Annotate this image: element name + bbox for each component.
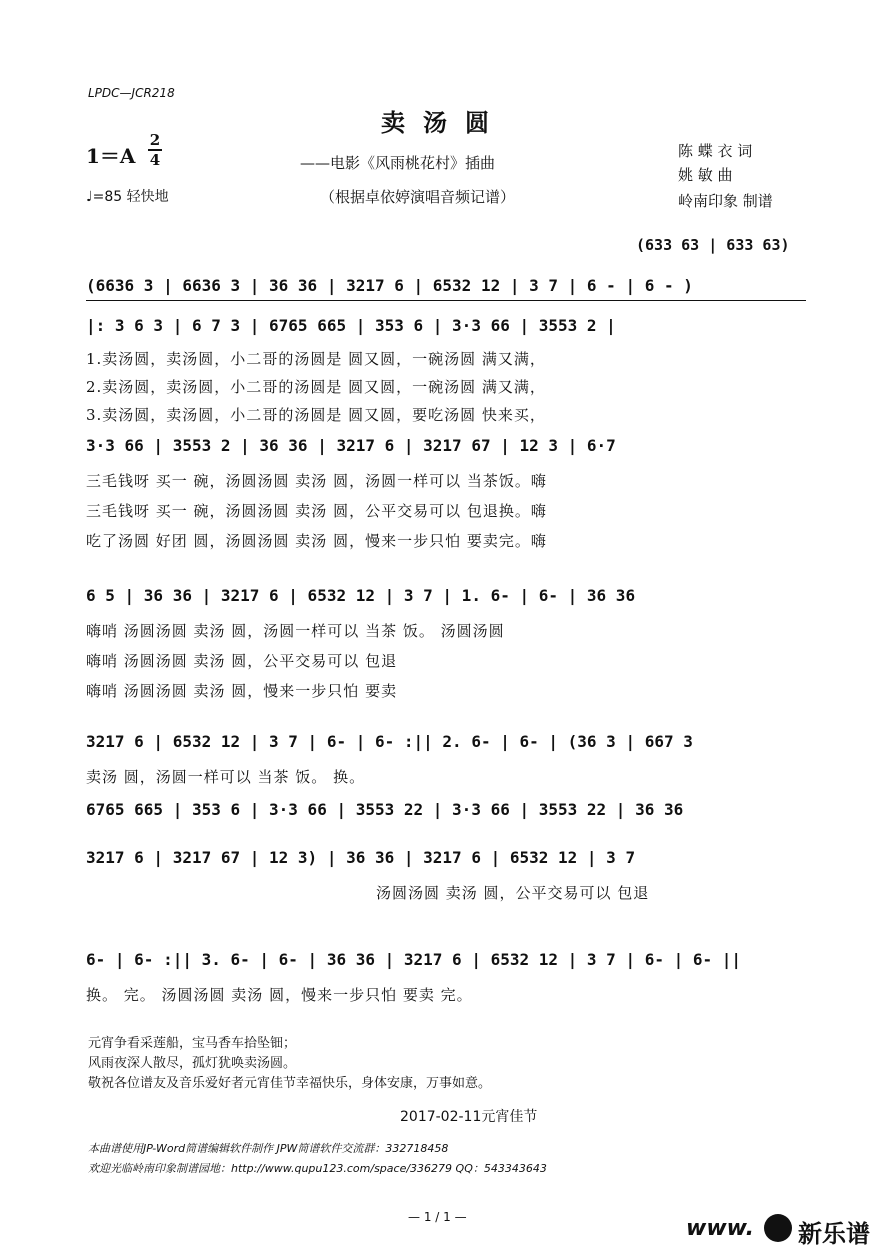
footer-website: 欢迎光临岭南印象制谱园地：http://www.qupu123.com/space/336279 QQ：543343643: [88, 1162, 547, 1175]
lyric-verse-1: 嗨哨 汤圆汤圆 卖汤 圆，汤圆一样可以 当茶 饭。 汤圆汤圆: [86, 622, 505, 640]
lyric-line-8: 换。 完。 汤圆汤圆 卖汤 圆，慢来一步只怕 要卖 完。: [86, 986, 473, 1004]
lyric-line-5: 卖汤 圆，汤圆一样可以 当茶 饭。 换。: [86, 768, 366, 786]
score-line-4: 6 5 | 36 36 | 3217 6 | 6532 12 | 3 7 | 1. 6- | 6- | 36 36: [86, 586, 636, 605]
poem-line-1: 元宵争看采莲船，宝马香车拾坠钿；: [88, 1036, 297, 1051]
staff-divider: [86, 300, 806, 301]
score-line-8: 6- | 6- :|| 3. 6- | 6- | 36 36 | 3217 6 | 6532 12 | 3 7 | 6- | 6- ||: [86, 950, 742, 969]
poem-line-2: 风雨夜深人散尽，孤灯犹唤卖汤圆。: [88, 1056, 297, 1071]
arranger-credit: 岭南印象 制谱: [678, 192, 773, 210]
lyric-verse-2: 2.卖汤圆，卖汤圆，小二哥的汤圆是 圆又圆，一碗汤圆 满又满，: [86, 378, 546, 396]
pickup-measures: (633 63 | 633 63): [636, 236, 790, 254]
score-line-2: |: 3 6 3 | 6 7 3 | 6765 665 | 353 6 | 3·3 66 | 3553 2 |: [86, 316, 616, 335]
tempo-marking: ♩=85 轻快地: [86, 189, 169, 205]
song-subtitle: ——电影《风雨桃花村》插曲: [300, 154, 496, 172]
key-signature: 1＝A: [86, 144, 136, 168]
logo-text: 新乐谱: [798, 1220, 870, 1248]
lyric-verse-3: 3.卖汤圆，卖汤圆，小二哥的汤圆是 圆又圆，要吃汤圆 快来买，: [86, 406, 546, 424]
lyric-verse-2: 三毛钱呀 买一 碗，汤圆汤圆 卖汤 圆，公平交易可以 包退换。嗨: [86, 502, 547, 520]
poem-line-3: 敬祝各位谱友及音乐爱好者元宵佳节幸福快乐，身体安康，万事如意。: [88, 1076, 492, 1091]
lyric-verse-3: 吃了汤圆 好团 圆，汤圆汤圆 卖汤 圆，慢来一步只怕 要卖完。嗨: [86, 532, 547, 550]
date-line: 2017-02-11元宵佳节: [400, 1109, 538, 1125]
meter-top: 2: [149, 131, 161, 149]
lyricist-credit: 陈 蝶 衣 词: [678, 142, 753, 160]
lyric-verse-1: 1.卖汤圆，卖汤圆，小二哥的汤圆是 圆又圆，一碗汤圆 满又满，: [86, 350, 546, 368]
meter-bottom: 4: [149, 151, 161, 169]
score-line-1: (6636 3 | 6636 3 | 36 36 | 3217 6 | 6532 12 | 3 7 | 6 - | 6 - ): [86, 276, 693, 295]
song-title: 卖汤圆: [381, 108, 507, 137]
lyric-verse-2: 嗨哨 汤圆汤圆 卖汤 圆，公平交易可以 包退: [86, 652, 398, 670]
watermark-url: www.: [686, 1216, 754, 1241]
lyric-verse-1: 三毛钱呀 买一 碗，汤圆汤圆 卖汤 圆，汤圆一样可以 当茶饭。嗨: [86, 472, 547, 490]
score-line-6: 6765 665 | 353 6 | 3·3 66 | 3553 22 | 3·3 66 | 3553 22 | 36 36: [86, 800, 684, 819]
score-code: LPDC—JCR218: [88, 86, 175, 100]
transcription-note: （根据卓依婷演唱音频记谱）: [320, 188, 516, 206]
lyric-verse-3: 嗨哨 汤圆汤圆 卖汤 圆，慢来一步只怕 要卖: [86, 682, 398, 700]
score-line-7: 3217 6 | 3217 67 | 12 3) | 36 36 | 3217 6 | 6532 12 | 3 7: [86, 848, 636, 867]
time-signature: [148, 132, 162, 168]
score-line-3: 3·3 66 | 3553 2 | 36 36 | 3217 6 | 3217 67 | 12 3 | 6·7: [86, 436, 616, 455]
footer-software: 本曲谱使用JP-Word简谱编辑软件制作 JPW简谱软件交流群：332718458: [88, 1142, 449, 1155]
lyric-line-7: 汤圆汤圆 卖汤 圆，公平交易可以 包退: [376, 884, 650, 902]
logo-icon: [764, 1214, 792, 1242]
page-number: — 1 / 1 —: [408, 1210, 467, 1224]
composer-credit: 姚 敏 曲: [678, 166, 733, 184]
score-line-5: 3217 6 | 6532 12 | 3 7 | 6- | 6- :|| 2. 6- | 6- | (36 3 | 667 3: [86, 732, 693, 751]
